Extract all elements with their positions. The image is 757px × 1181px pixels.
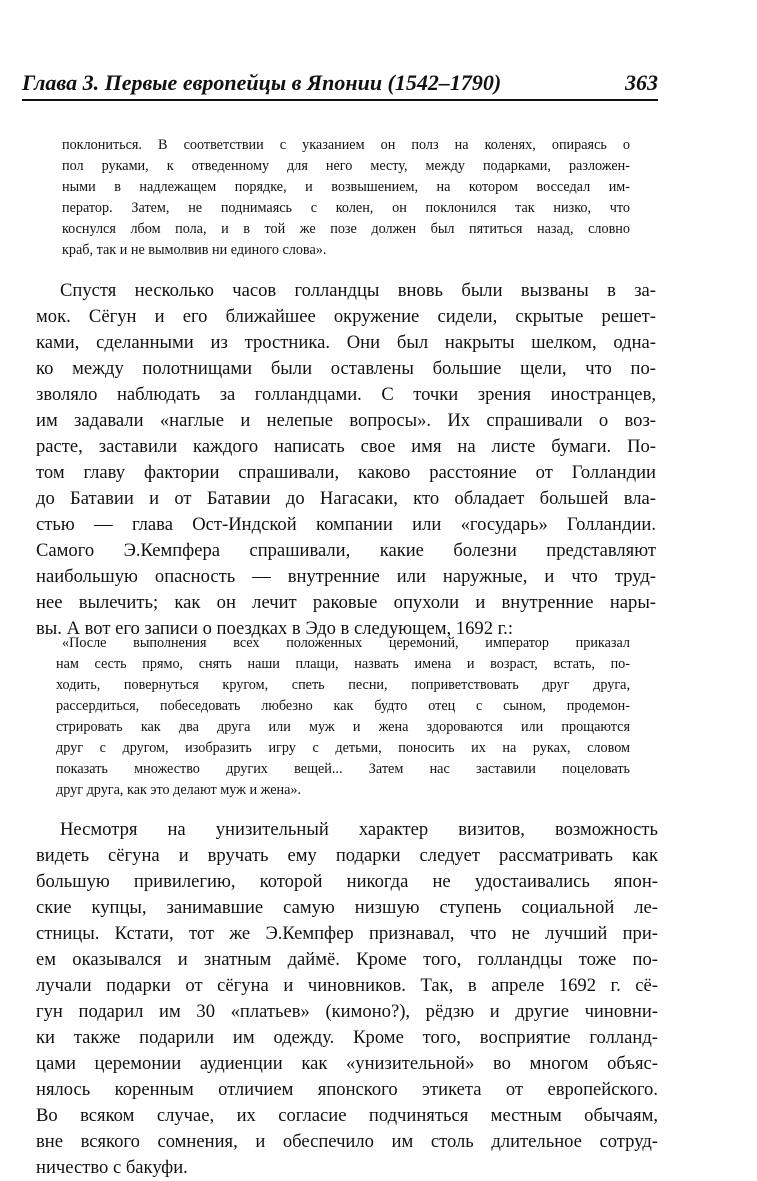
paragraph-line: вы. А вот его записи о поездках в Эдо в следующем, 1692 г.: — [36, 618, 513, 639]
quote-block-2 — [56, 633, 630, 801]
page-number: 363 — [625, 70, 658, 95]
paragraph-line: наибольшую опасность — внутренние или наружные, и что труд- — [36, 566, 656, 587]
paragraph-line: гун подарил им 30 «платьев» (кимоно?), рёдзю и другие чиновни- — [36, 1001, 658, 1022]
paragraph-line: зволяло наблюдать за голландцами. С точки зрения иностранцев, — [36, 384, 656, 405]
paragraph-line: ские купцы, занимавшие самую низшую ступень социальной ле- — [36, 897, 658, 918]
quote-line: ными в надлежащем порядке, и возвышением, на котором восседал им- — [62, 179, 630, 195]
quote-line: ходить, повернуться кругом, спеть песни, поприветствовать друг друга, — [56, 677, 630, 693]
quote-line: краб, так и не вымолвив ни единого слова». — [62, 242, 327, 258]
paragraph-line: ками, сделанными из тростника. Они был накрыты шелком, одна- — [36, 332, 656, 353]
paragraph-line: нялось коренным отличием японского этикета от европейского. — [36, 1079, 658, 1100]
quote-line: нам сесть прямо, снять наши плащи, назвать имена и возраст, встать, по- — [56, 656, 630, 672]
paragraph-line: до Батавии и от Батавии до Нагасаки, кто обладает большей вла- — [36, 488, 656, 509]
quote-line: ператор. Затем, не поднимаясь с колен, он поклонился так низко, что — [62, 200, 630, 216]
paragraph-line: мок. Сёгун и его ближайшее окружение сидели, скрытые решет- — [36, 306, 656, 327]
chapter-title: Глава 3. Первые европейцы в Японии (1542–1790) — [22, 70, 502, 95]
quote-line: коснулся лбом пола, и в той же позе должен был пятиться назад, словно — [62, 221, 630, 237]
quote-line: пол руками, к отведенному для него месту, между подарками, разложен- — [62, 158, 630, 174]
paragraph-line: цами церемонии аудиенции как «унизительной» во многом объяс- — [36, 1053, 658, 1074]
quote-line: друг с другом, изобразить игру с детьми, поносить их на руках, словом — [56, 740, 630, 756]
header-rule — [22, 99, 658, 101]
paragraph-line: том главу фактории спрашивали, каково расстояние от Голландии — [36, 462, 656, 483]
quote-line: показать множество других вещей... Затем нас заставили поцеловать — [56, 761, 630, 777]
paragraph-line: ки также подарили им одежду. Кроме того, восприятие голланд- — [36, 1027, 658, 1048]
paragraph-line: лучали подарки от сёгуна и чиновников. Так, в апреле 1692 г. сё- — [36, 975, 658, 996]
paragraph-line: Самого Э.Кемпфера спрашивали, какие болезни представляют — [36, 540, 656, 561]
quote-line: друг друга, как это делают муж и жена». — [56, 782, 302, 798]
quote-line: стрировать как два друга или муж и жена здороваются или прощаются — [56, 719, 630, 735]
paragraph-line: ко между полотнищами были оставлены большие щели, что по- — [36, 358, 656, 379]
paragraph-line: Во всяком случае, их согласие подчиняться местным обычаям, — [36, 1105, 658, 1126]
paragraph-line: нее вылечить; как он лечит раковые опухоли и внутренние нары- — [36, 592, 656, 613]
paragraph-line: стницы. Кстати, тот же Э.Кемпфер признавал, что не лучший при- — [36, 923, 658, 944]
paragraph-line: Спустя несколько часов голландцы вновь были вызваны в за- — [60, 280, 656, 301]
quote-line: поклониться. В соответствии с указанием он полз на коленях, опираясь о — [62, 137, 630, 153]
paragraph-line: ничество с бакуфи. — [36, 1157, 188, 1178]
paragraph-line: ем оказывался и знатным даймё. Кроме того, голландцы тоже по- — [36, 949, 658, 970]
paragraph-line: им задавали «наглые и нелепые вопросы». Их спрашивали о воз- — [36, 410, 656, 431]
quote-line: рассердиться, побеседовать любезно как будто отец с сыном, продемон- — [56, 698, 630, 714]
paragraph-line: Несмотря на унизительный характер визитов, возможность — [60, 819, 658, 840]
paragraph-1 — [36, 278, 656, 642]
paragraph-line: большую привилегию, которой никогда не удостаивались япон- — [36, 871, 658, 892]
running-header — [22, 66, 658, 100]
paragraph-line: вне всякого сомнения, и обеспечило им столь длительное сотруд- — [36, 1131, 658, 1152]
paragraph-line: стью — глава Ост-Индской компании или «государь» Голландии. — [36, 514, 656, 535]
paragraph-line: видеть сёгуна и вручать ему подарки следует рассматривать как — [36, 845, 658, 866]
quote-line: «После выполнения всех положенных церемоний, император приказал — [62, 635, 630, 651]
paragraph-line: расте, заставили каждого написать свое имя на листе бумаги. По- — [36, 436, 656, 457]
paragraph-2 — [36, 817, 658, 1181]
quote-block-1 — [62, 135, 630, 261]
